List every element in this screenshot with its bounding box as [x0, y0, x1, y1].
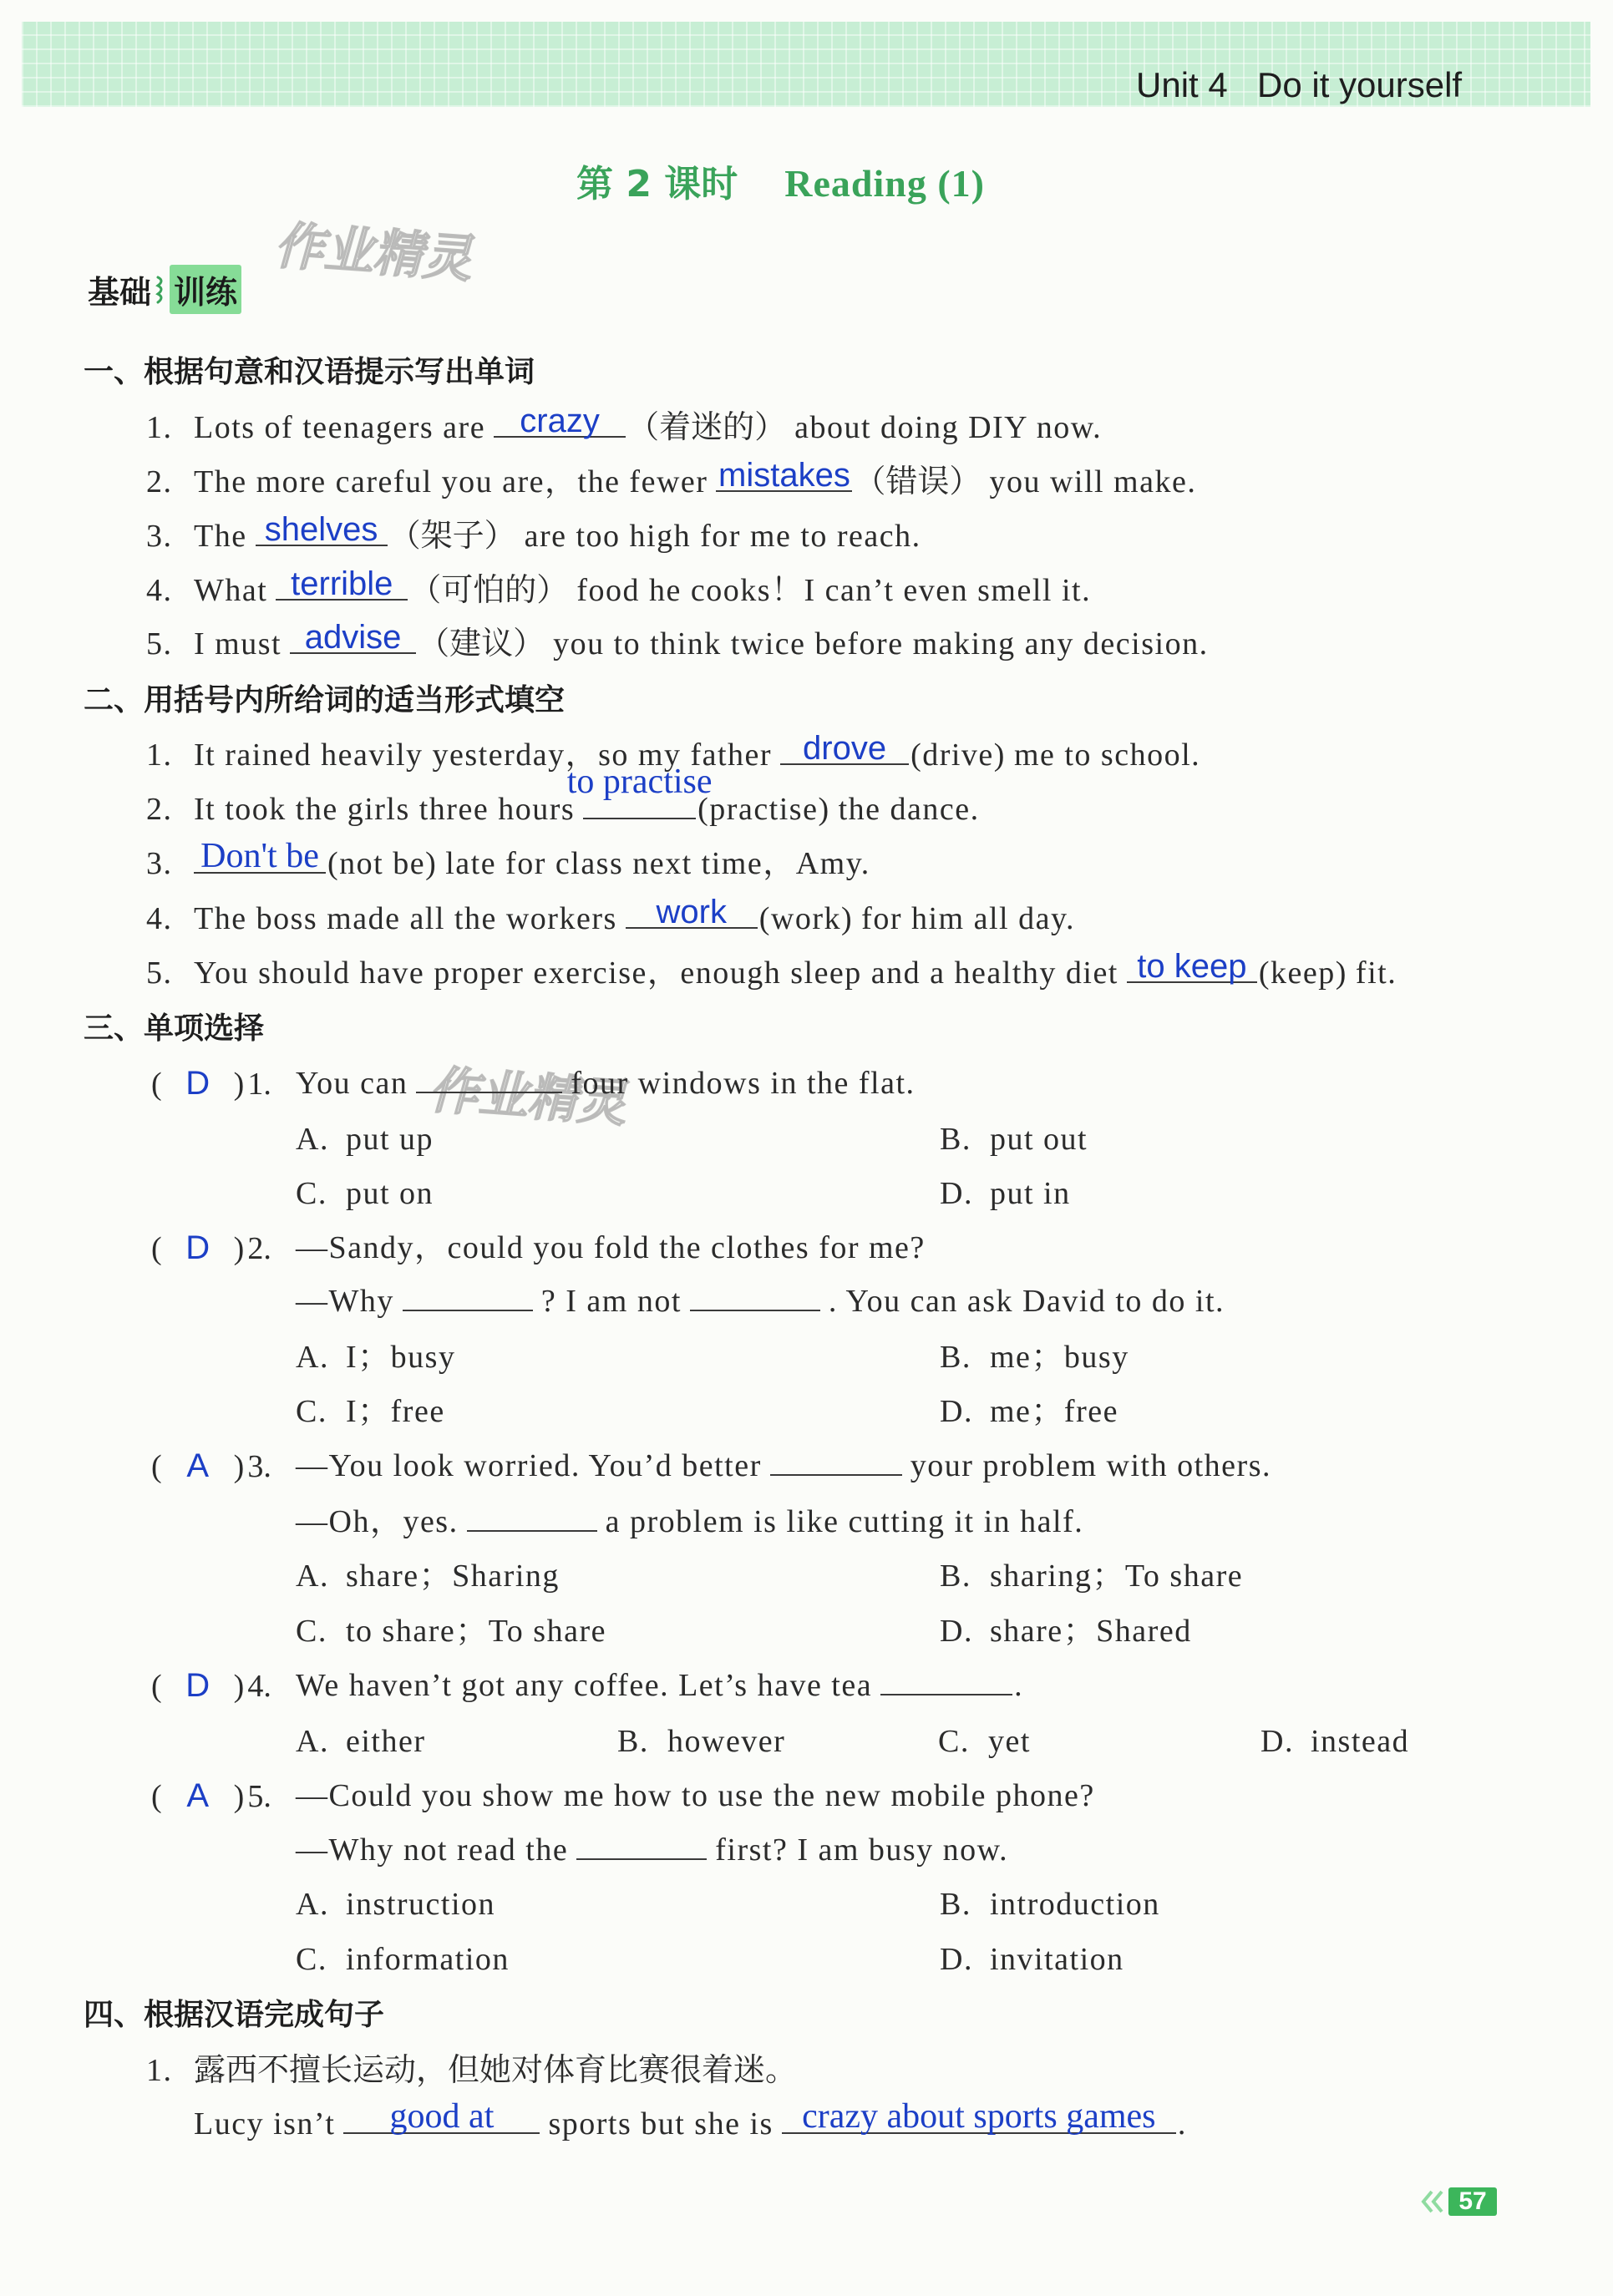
answer-blank: [780, 730, 909, 767]
question-text: —Why not read the: [296, 1832, 569, 1868]
section-heading-4: 四、根据汉语完成句子: [84, 1998, 385, 2032]
page-title: [576, 154, 985, 204]
option-text: share；Shared: [990, 1614, 1192, 1649]
question-text: —Why: [296, 1284, 394, 1319]
chosen-answer: D: [185, 1229, 211, 1266]
option-letter: B.: [940, 1122, 971, 1157]
squiggle-icon: [155, 272, 168, 306]
option-a: [296, 1336, 455, 1378]
s1-item-3: [146, 511, 921, 556]
option-d: [940, 1391, 1118, 1432]
question-text: ? I am not: [540, 1284, 682, 1319]
option-text: put in: [990, 1176, 1071, 1211]
chosen-answer: D: [185, 1667, 211, 1704]
s1-item-4: [146, 565, 1092, 611]
option-text: me；free: [990, 1394, 1118, 1429]
section-label: [88, 266, 241, 312]
question-answer-bracket: [151, 1227, 271, 1269]
question-number: 2.: [247, 1231, 271, 1266]
question-blank: [403, 1310, 533, 1311]
sentence-text: food he cooks！I can’t even smell it.: [576, 573, 1092, 608]
option-b: [940, 1883, 1160, 1925]
bracket-open: (: [151, 1231, 162, 1266]
s2-item-4: [146, 894, 1075, 940]
sentence-text: Lots of teenagers are: [194, 410, 486, 445]
item-number: 3.: [146, 519, 173, 554]
question-text: —Oh，yes.: [296, 1504, 459, 1539]
option-text: sharing；To share: [990, 1559, 1244, 1594]
word-hint: (drive): [910, 737, 1006, 773]
sentence-text: about doing DIY now.: [794, 410, 1103, 445]
question-number: 5.: [247, 1779, 271, 1814]
option-letter: D.: [940, 1942, 973, 1977]
question-1-line-1: [296, 1062, 916, 1104]
filled-answer: to practise: [566, 763, 713, 801]
question-text: —You look worried. You’d better: [296, 1448, 762, 1483]
option-letter: B.: [940, 1340, 971, 1375]
option-a: [296, 1118, 434, 1160]
option-text: introduction: [990, 1887, 1160, 1922]
option-c: [296, 1939, 510, 1980]
option-letter: A.: [296, 1122, 329, 1157]
question-answer-bracket: [151, 1062, 271, 1104]
question-blank: [880, 1694, 1012, 1695]
option-a: [296, 1883, 495, 1925]
answer-blank: [194, 837, 326, 875]
item-number: 5.: [146, 955, 173, 991]
option-letter: B.: [940, 1887, 971, 1922]
option-text: however: [667, 1724, 786, 1759]
option-text: yet: [988, 1724, 1031, 1759]
filled-answer: drove: [803, 730, 887, 767]
option-text: put on: [346, 1176, 434, 1211]
sentence-text: It took the girls three hours: [194, 792, 576, 827]
bracket-open: (: [151, 1669, 162, 1704]
item-number: 5.: [146, 626, 173, 661]
word-hint: (practise): [697, 792, 830, 827]
bracket-open: (: [151, 1449, 162, 1484]
watermark: 作业精灵: [424, 1061, 639, 1134]
question-text: We haven’t got any coffee. Let’s have tea: [296, 1668, 873, 1703]
double-chevron-icon: [1418, 2187, 1450, 2216]
filled-answer: to keep: [1137, 948, 1247, 985]
question-answer-bracket: [151, 1665, 271, 1706]
chosen-answer: A: [186, 1777, 209, 1814]
section-heading-2: 二、用括号内所给词的适当形式填空: [84, 683, 566, 717]
sentence-text: you to think twice before making any decision.: [553, 626, 1209, 661]
answer-blank: [566, 763, 713, 819]
question-blank: [690, 1310, 820, 1311]
option-text: I；busy: [346, 1340, 456, 1375]
option-text: me；busy: [990, 1340, 1129, 1375]
option-letter: C.: [296, 1614, 327, 1649]
question-4-line-1: [296, 1665, 1023, 1706]
question-number: 3.: [247, 1449, 271, 1484]
item-number: 3.: [146, 846, 173, 881]
option-b: [940, 1555, 1243, 1597]
question-text: your problem with others.: [910, 1448, 1271, 1483]
option-text: to share；To share: [346, 1614, 606, 1649]
question-blank: [770, 1474, 902, 1476]
question-text: first? I am busy now.: [715, 1832, 1009, 1868]
option-letter: C.: [938, 1724, 970, 1759]
option-text: either: [346, 1724, 426, 1759]
option-d: [940, 1939, 1124, 1980]
option-c: [296, 1610, 606, 1652]
sentence-text: Lucy isn’t: [194, 2106, 336, 2141]
sentence-text: It rained heavily yesterday，so my father: [194, 737, 773, 773]
option-b: [940, 1118, 1088, 1160]
question-text: four windows in the flat.: [571, 1066, 916, 1101]
section-heading-3: 三、单项选择: [84, 1011, 265, 1046]
item-number: 1.: [146, 737, 173, 773]
sentence-text: late for class next time，Amy.: [445, 846, 870, 881]
s1-item-2: [146, 457, 1197, 502]
s2-item-5: [146, 948, 1397, 994]
question-blank: [467, 1530, 597, 1532]
bracket-close: ): [233, 1067, 245, 1102]
word-hint: (keep): [1258, 955, 1347, 991]
option-b: [940, 1336, 1129, 1378]
question-3-line-2: [296, 1501, 1083, 1543]
filled-answer: shelves: [264, 511, 378, 548]
option-letter: C.: [296, 1942, 327, 1977]
chosen-answer: A: [186, 1447, 209, 1484]
option-a: [296, 1555, 560, 1597]
option-text: invitation: [990, 1942, 1124, 1977]
option-text: put out: [990, 1122, 1088, 1157]
filled-answer: mistakes: [718, 457, 850, 494]
sentence-text: I must: [194, 626, 282, 661]
item-number: 1.: [146, 2053, 173, 2088]
item-number: 1.: [146, 410, 173, 445]
sentence-text: You should have proper exercise，enough sleep and a healthy diet: [194, 955, 1118, 991]
option-letter: B.: [617, 1724, 649, 1759]
lesson-name: Reading (1): [784, 162, 985, 205]
question-3-line-1: [296, 1445, 1271, 1487]
option-b: [617, 1721, 785, 1762]
option-d: [940, 1173, 1071, 1214]
section-heading-1: 一、根据句意和汉语提示写出单词: [84, 355, 535, 389]
chosen-answer: D: [185, 1065, 211, 1102]
s4-item-1-chinese: [146, 2049, 797, 2091]
filled-answer: terrible: [291, 565, 393, 602]
option-letter: D.: [940, 1394, 973, 1429]
question-answer-bracket: [151, 1775, 271, 1817]
chinese-hint: （着迷的）: [627, 408, 787, 445]
chinese-hint: （可怕的）: [409, 571, 569, 608]
option-c: [296, 1173, 434, 1214]
question-text: —Sandy，could you fold the clothes for me?: [296, 1230, 926, 1265]
s2-item-3: [146, 837, 870, 884]
s1-item-1: [146, 403, 1103, 448]
question-5-line-2: [296, 1829, 1008, 1871]
chinese-sentence: 露西不擅长运动，但她对体育比赛很着迷。: [194, 2051, 798, 2088]
option-letter: D.: [1260, 1724, 1294, 1759]
question-blank: [416, 1092, 562, 1093]
unit-topic: Do it yourself: [1257, 65, 1463, 104]
sentence-text: fit.: [1355, 955, 1397, 991]
s2-item-2: [146, 763, 980, 830]
option-letter: A.: [296, 1340, 329, 1375]
answer-blank: [716, 457, 852, 494]
option-letter: C.: [296, 1176, 327, 1211]
option-c: [938, 1721, 1031, 1762]
sentence-text: What: [194, 573, 268, 608]
bracket-close: ): [233, 1669, 245, 1704]
word-hint: (work): [758, 901, 854, 936]
sentence-text: me to school.: [1013, 737, 1201, 773]
sentence-text: are too high for me to reach.: [524, 519, 921, 554]
chinese-hint: （架子）: [388, 517, 516, 554]
section-label-second: 训练: [170, 265, 241, 314]
option-a: [296, 1721, 426, 1762]
section-label-first: 基础: [88, 273, 152, 311]
question-text: . You can ask David to do it.: [828, 1284, 1225, 1319]
option-letter: A.: [296, 1887, 329, 1922]
bracket-open: (: [151, 1067, 162, 1102]
filled-answer: crazy about sports games: [802, 2097, 1156, 2136]
item-number: 2.: [146, 464, 173, 499]
option-letter: D.: [940, 1614, 973, 1649]
filled-answer: good at: [389, 2097, 495, 2136]
watermark: 作业精灵: [270, 216, 484, 290]
option-letter: C.: [296, 1394, 327, 1429]
option-text: information: [346, 1942, 510, 1977]
bracket-close: ): [233, 1231, 245, 1266]
bracket-close: ): [233, 1449, 245, 1484]
question-answer-bracket: [151, 1445, 271, 1487]
bracket-close: ): [233, 1779, 245, 1814]
sentence-text: .: [1177, 2106, 1187, 2141]
option-text: share；Sharing: [346, 1559, 560, 1594]
chinese-hint: （错误）: [854, 463, 981, 499]
sentence-text: you will make.: [989, 464, 1197, 499]
question-blank: [576, 1858, 707, 1860]
option-d: [940, 1610, 1192, 1652]
answer-blank: [782, 2097, 1176, 2136]
filled-answer: work: [656, 894, 727, 930]
option-text: instruction: [346, 1887, 496, 1922]
item-number: 4.: [146, 901, 173, 936]
question-text: .: [1014, 1668, 1024, 1703]
filled-answer: Don't be: [200, 837, 319, 875]
sentence-text: The: [194, 519, 247, 554]
filled-answer: advise: [304, 619, 402, 656]
chinese-hint: （建议）: [418, 625, 545, 661]
question-2-line-2: [296, 1280, 1225, 1322]
question-text: —Could you show me how to use the new mobile phone?: [296, 1778, 1095, 1813]
item-number: 2.: [146, 792, 173, 827]
question-text: a problem is like cutting it in half.: [605, 1504, 1084, 1539]
item-number: 4.: [146, 573, 173, 608]
sentence-text: The boss made all the workers: [194, 901, 617, 936]
option-c: [296, 1391, 445, 1432]
option-text: put up: [346, 1122, 434, 1157]
sentence-text: the dance.: [838, 792, 980, 827]
lesson-number: 第 2 课时: [576, 163, 738, 205]
word-hint: (not be): [327, 846, 438, 881]
sentence-text: The more careful you are，the fewer: [194, 464, 708, 499]
answer-blank: [626, 894, 758, 930]
s1-item-5: [146, 619, 1209, 664]
option-letter: D.: [940, 1176, 973, 1211]
sentence-text: for him all day.: [861, 901, 1075, 936]
answer-blank: [343, 2097, 540, 2136]
filled-answer: crazy: [520, 403, 600, 439]
question-number: 1.: [247, 1067, 271, 1102]
option-text: instead: [1311, 1724, 1410, 1759]
answer-blank: [1127, 948, 1257, 985]
s4-item-1-english: [194, 2097, 1187, 2145]
page-number: 57: [1448, 2187, 1497, 2216]
answer-blank: [276, 565, 408, 602]
unit-number: Unit 4: [1136, 65, 1228, 104]
sentence-text: sports but she is: [548, 2106, 774, 2141]
option-d: [1260, 1721, 1409, 1762]
question-number: 4.: [247, 1669, 271, 1704]
option-letter: B.: [940, 1559, 971, 1594]
option-letter: A.: [296, 1559, 329, 1594]
answer-blank: [256, 511, 388, 548]
question-5-line-1: [296, 1775, 1095, 1817]
answer-blank: [494, 403, 626, 439]
answer-blank: [290, 619, 416, 656]
question-2-line-1: [296, 1227, 926, 1269]
option-text: I；free: [346, 1394, 445, 1429]
question-text: You can: [296, 1066, 408, 1101]
bracket-open: (: [151, 1779, 162, 1814]
option-letter: A.: [296, 1724, 329, 1759]
